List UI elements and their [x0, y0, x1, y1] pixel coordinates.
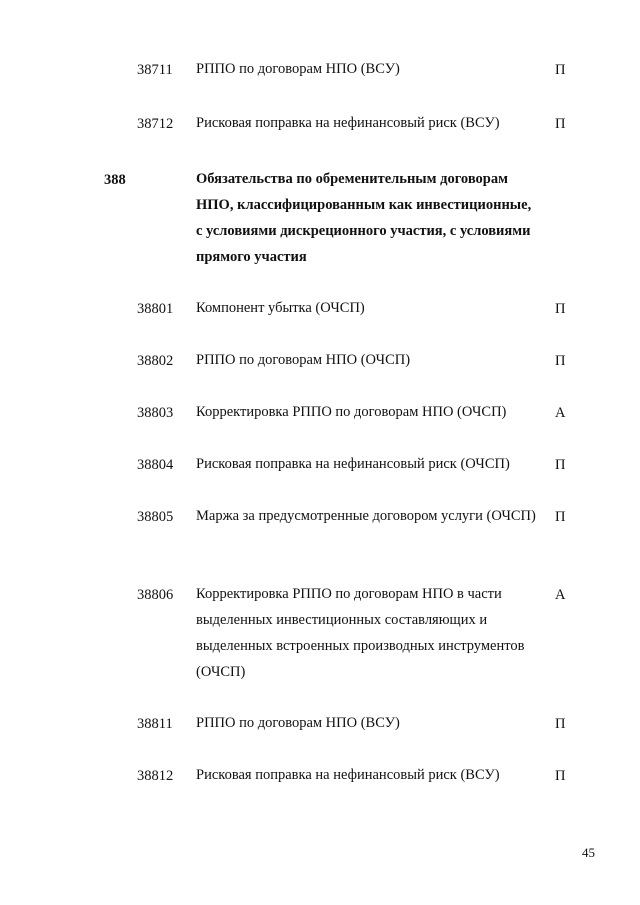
account-code: 38804	[137, 457, 174, 473]
account-code: 38805	[137, 509, 174, 525]
account-type-mark: А	[555, 405, 566, 421]
account-code: 38801	[137, 301, 174, 317]
account-type-mark: П	[555, 457, 566, 473]
account-description: Корректировка РППО по договорам НПО в части выделенных инвестиционных составляющих и выделенных встроенных производных инструментов (ОЧСП)	[196, 586, 525, 680]
account-description: Маржа за предусмотренные договором услуги (ОЧСП)	[196, 508, 536, 524]
section-title: Обязательства по обременительным договорам НПО, классифицированным как инвестиционные, с условиями дискреционного участия, с условиями прямого участия	[196, 171, 532, 265]
account-code: 38811	[137, 716, 173, 732]
account-code: 38711	[137, 62, 173, 78]
account-description: Рисковая поправка на нефинансовый риск (ОЧСП)	[196, 456, 510, 472]
account-description: РППО по договорам НПО (ОЧСП)	[196, 352, 411, 368]
account-code: 38712	[137, 116, 174, 132]
account-type-mark: П	[555, 301, 566, 317]
account-code: 38803	[137, 405, 174, 421]
section-code: 388	[104, 172, 126, 188]
account-description: Корректировка РППО по договорам НПО (ОЧСП)	[196, 404, 507, 420]
account-type-mark: П	[555, 353, 566, 369]
account-description: РППО по договорам НПО (ВСУ)	[196, 715, 400, 731]
page-number: 45	[582, 845, 595, 860]
account-type-mark: П	[555, 116, 566, 132]
account-description: Компонент убытка (ОЧСП)	[196, 300, 365, 316]
account-code: 38812	[137, 768, 174, 784]
account-description: РППО по договорам НПО (ВСУ)	[196, 61, 400, 77]
account-type-mark: П	[555, 509, 566, 525]
account-description: Рисковая поправка на нефинансовый риск (ВСУ)	[196, 115, 500, 131]
account-description: Рисковая поправка на нефинансовый риск (ВСУ)	[196, 767, 500, 783]
account-type-mark: П	[555, 62, 566, 78]
account-code: 38802	[137, 353, 174, 369]
account-type-mark: А	[555, 587, 566, 603]
account-code: 38806	[137, 587, 174, 603]
account-type-mark: П	[555, 716, 566, 732]
account-type-mark: П	[555, 768, 566, 784]
